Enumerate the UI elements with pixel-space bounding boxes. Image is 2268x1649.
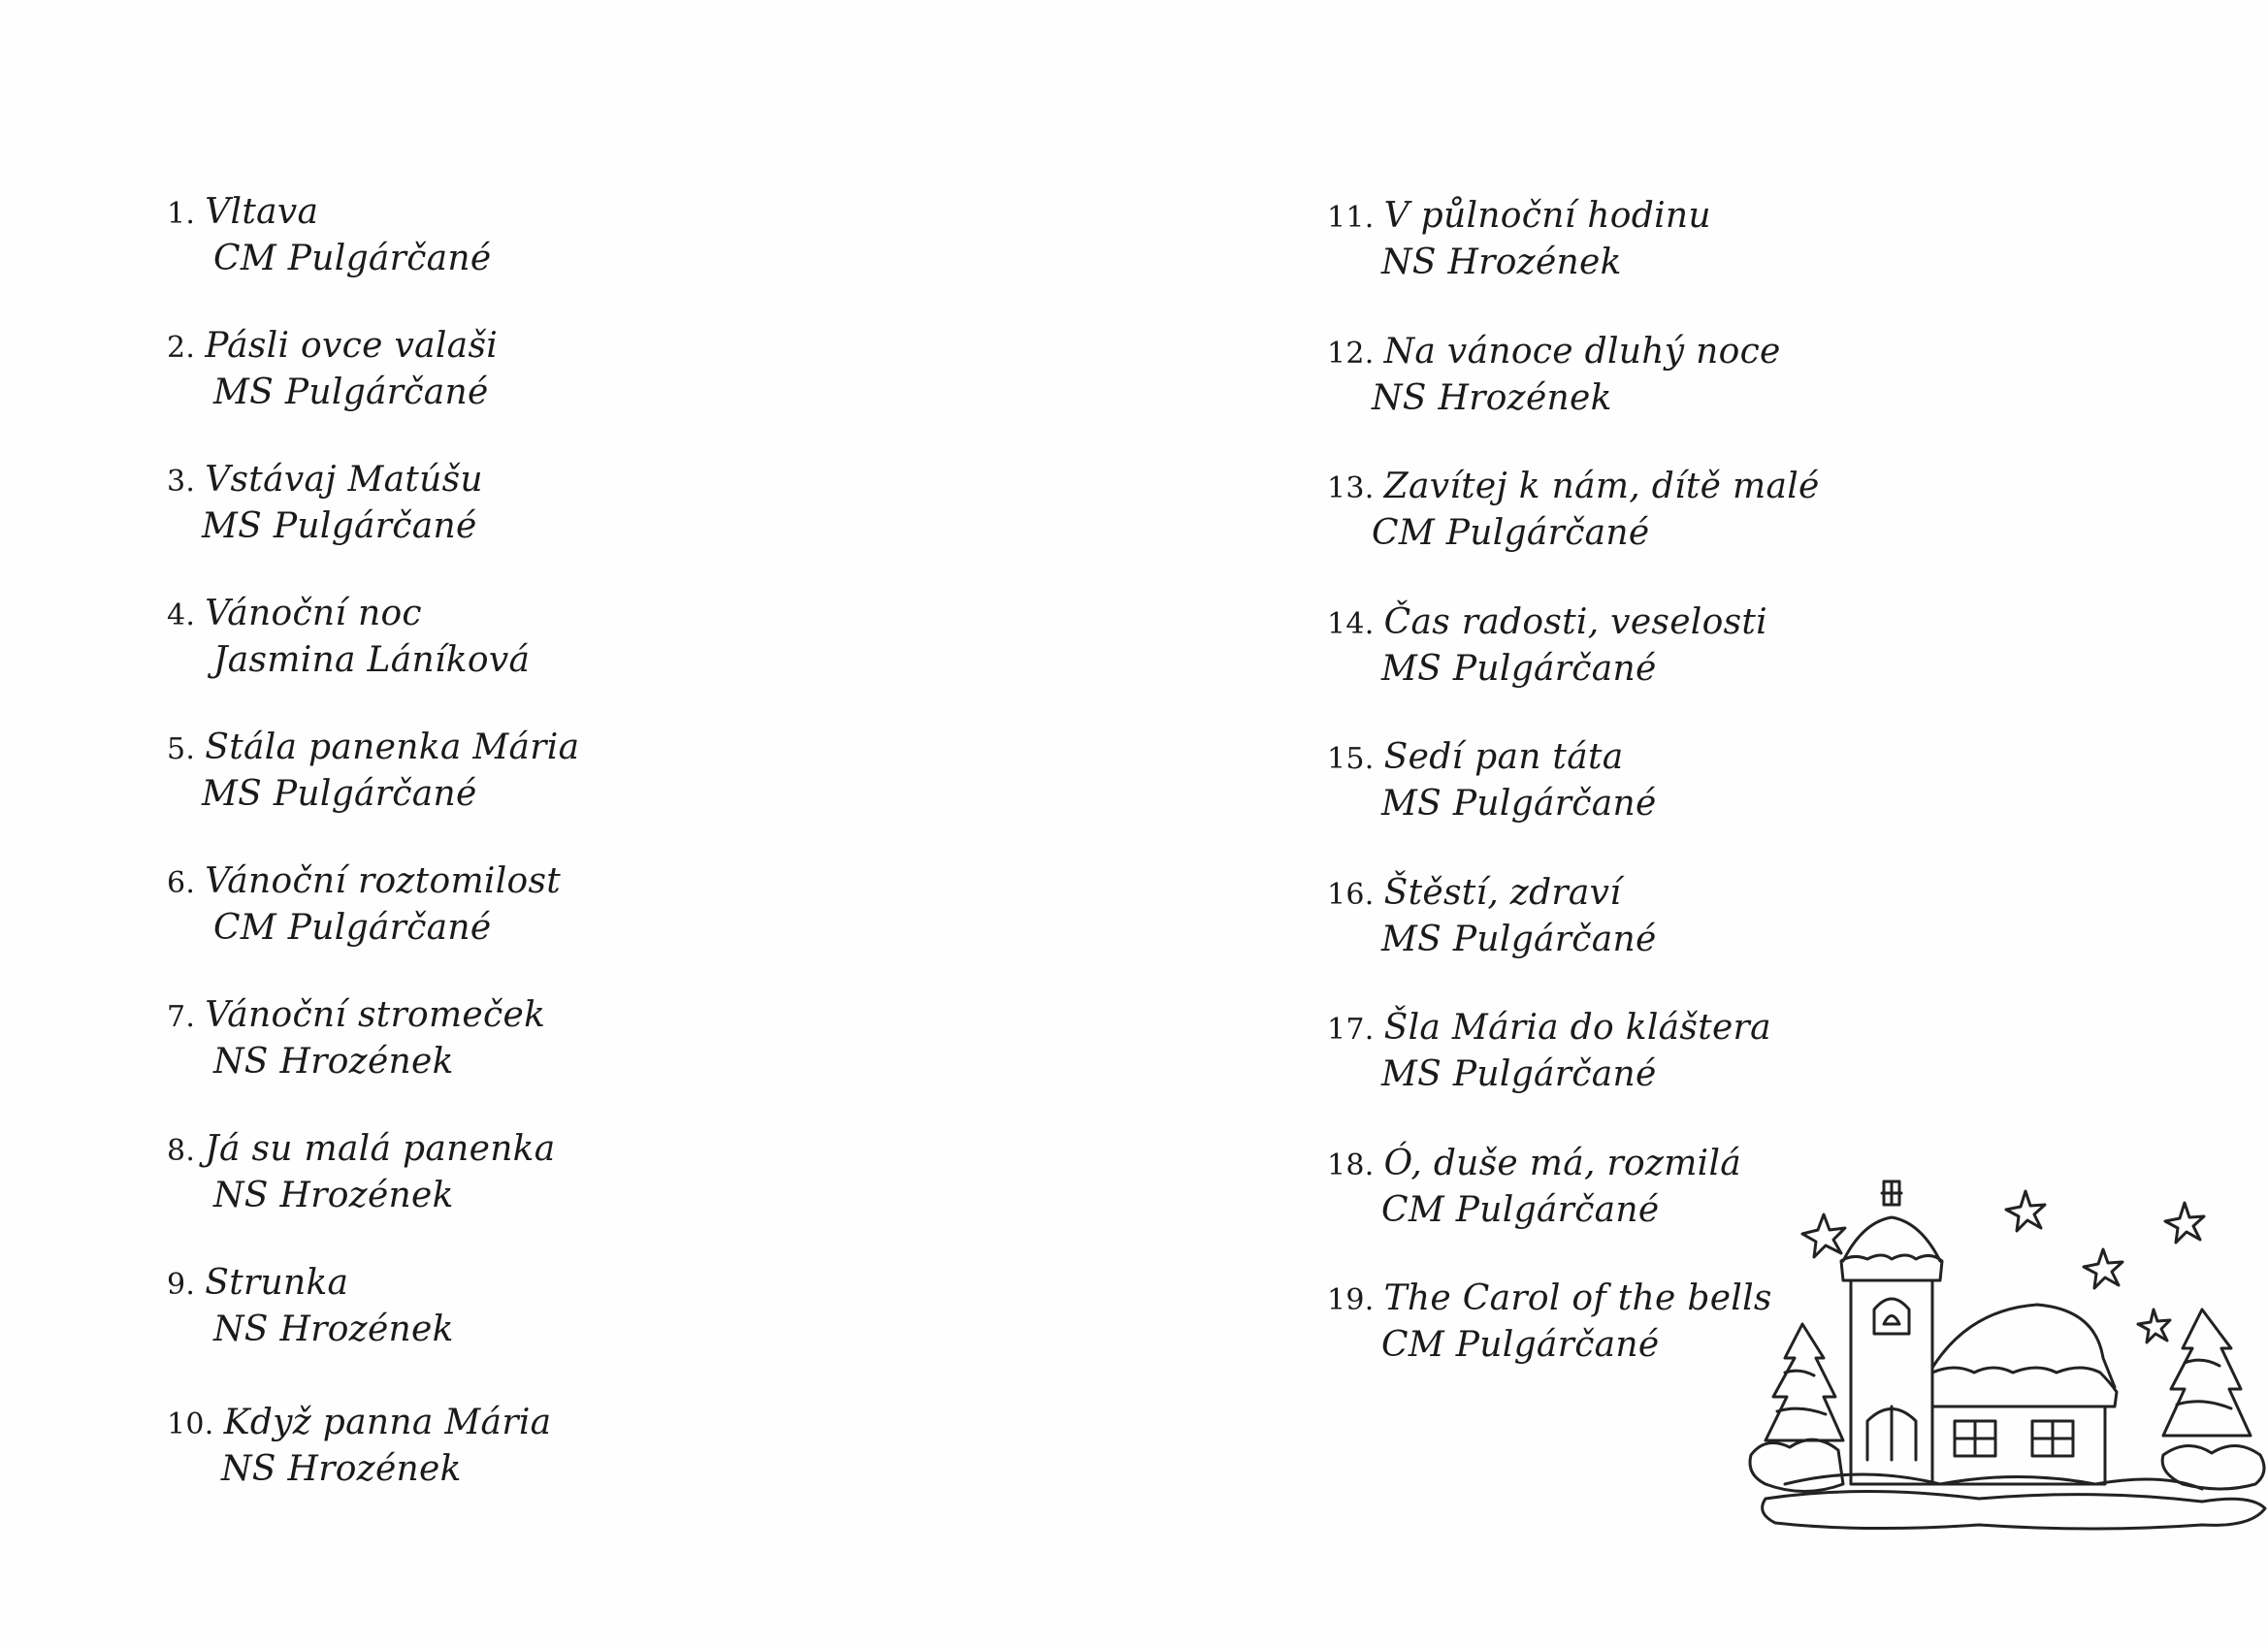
track-title: Šla Mária do kláštera [1383,1008,1771,1048]
winter-church-illustration [1746,1164,2268,1552]
track-number: 11. [1327,201,1375,235]
track-item [167,1127,579,1261]
track-item [1327,735,1820,871]
track-artist: CM Pulgárčané [1381,1189,1660,1230]
star-icon [2084,1249,2122,1288]
track-artist: MS Pulgárčané [1381,648,1657,689]
track-item [167,458,579,592]
track-artist: CM Pulgárčané [213,908,492,948]
track-artist: Jasmina Láníková [213,640,531,680]
track-title-line [167,1127,579,1174]
track-artist: MS Pulgárčané [213,372,489,412]
church-tower [1841,1181,1942,1484]
track-number: 18. [1327,1148,1375,1182]
track-title: V půlnoční hodinu [1383,196,1711,236]
track-title-line [1327,735,1820,782]
track-artist: CM Pulgárčané [213,239,492,278]
track-artist: NS Hrozének [213,1042,454,1082]
track-item [1327,871,1820,1007]
track-title-line [1327,194,1820,241]
track-title: Vánoční noc [205,594,422,633]
star-icon [2165,1203,2204,1243]
track-number: 13. [1327,471,1375,505]
track-artist: MS Pulgárčané [1381,784,1657,824]
track-title-line [1327,465,1820,511]
track-title-line [167,1261,579,1308]
church-roof [1932,1305,2117,1484]
track-artist: CM Pulgárčané [1372,513,1650,553]
track-item [1327,194,1820,330]
track-artist: MS Pulgárčané [1381,1054,1657,1094]
track-item [1327,330,1820,466]
track-artist: NS Hrozének [221,1449,462,1489]
track-number: 1. [167,197,196,231]
track-number: 8. [167,1134,196,1168]
track-title-line [167,458,579,504]
track-number: 10. [167,1407,214,1441]
track-title: Pásli ovce valaši [205,326,499,366]
track-item [1327,465,1820,600]
track-artist: MS Pulgárčané [202,506,477,546]
track-item [167,726,579,859]
track-title-line [1327,600,1820,647]
track-item [1327,600,1820,736]
track-title-line [167,1401,579,1447]
track-title-line [167,592,579,638]
track-title-line [167,190,579,237]
track-artist: CM Pulgárčané [1381,1325,1660,1365]
track-title: Vánoční stromeček [205,995,546,1035]
track-artist: NS Hrozének [1372,377,1612,418]
track-title: Ó, duše má, rozmilá [1383,1143,1742,1183]
track-title-line [1327,1006,1820,1052]
track-artist: NS Hrozének [213,1176,454,1215]
track-number: 17. [1327,1013,1375,1047]
star-icon [2138,1310,2170,1342]
track-number: 6. [167,866,196,900]
track-item [167,993,579,1127]
track-item [167,859,579,993]
track-title: Čas radosti, veselosti [1383,601,1767,642]
track-artist: MS Pulgárčané [1381,919,1657,959]
tree-icon [2163,1310,2251,1436]
track-title: Vstávaj Matúšu [205,460,483,500]
track-number: 15. [1327,742,1375,776]
track-number: 7. [167,1000,196,1034]
track-title: The Carol of the bells [1383,1278,1772,1318]
track-title: Stála panenka Mária [205,728,580,767]
track-title: Zavítej k nám, dítě malé [1383,467,1820,506]
track-number: 4. [167,598,196,632]
track-title: Sedí pan táta [1383,737,1624,777]
track-item [167,592,579,726]
track-title-line [1327,871,1820,918]
track-item [167,324,579,458]
track-number: 16. [1327,877,1375,912]
track-number: 19. [1327,1283,1375,1317]
tracklist-left-column [167,190,579,1535]
track-title: Vltava [205,192,319,232]
star-icon [1802,1214,1845,1257]
track-artist: NS Hrozének [1381,242,1622,282]
track-number: 9. [167,1268,196,1302]
star-icon [2006,1191,2045,1231]
track-item [167,1261,579,1395]
track-title: Když panna Mária [223,1403,552,1442]
track-title: Štěstí, zdraví [1383,872,1622,913]
track-artist: NS Hrozének [213,1310,454,1349]
track-title-line [167,859,579,906]
track-item [167,190,579,324]
track-artist: MS Pulgárčané [202,774,477,814]
track-number: 14. [1327,606,1375,641]
track-number: 3. [167,465,196,499]
track-title-line [167,993,579,1040]
track-item [1327,1006,1820,1142]
track-number: 5. [167,732,196,766]
track-title: Já su malá panenka [205,1129,556,1169]
tree-icon [1766,1324,1843,1440]
track-number: 12. [1327,336,1375,371]
track-title-line [167,324,579,371]
track-title: Strunka [205,1263,349,1303]
track-number: 2. [167,331,196,365]
track-title-line [1327,330,1820,376]
track-title-line [167,726,579,772]
track-item [167,1395,579,1535]
track-title: Vánoční roztomilost [205,861,562,901]
track-title: Na vánoce dluhý noce [1383,331,1781,372]
